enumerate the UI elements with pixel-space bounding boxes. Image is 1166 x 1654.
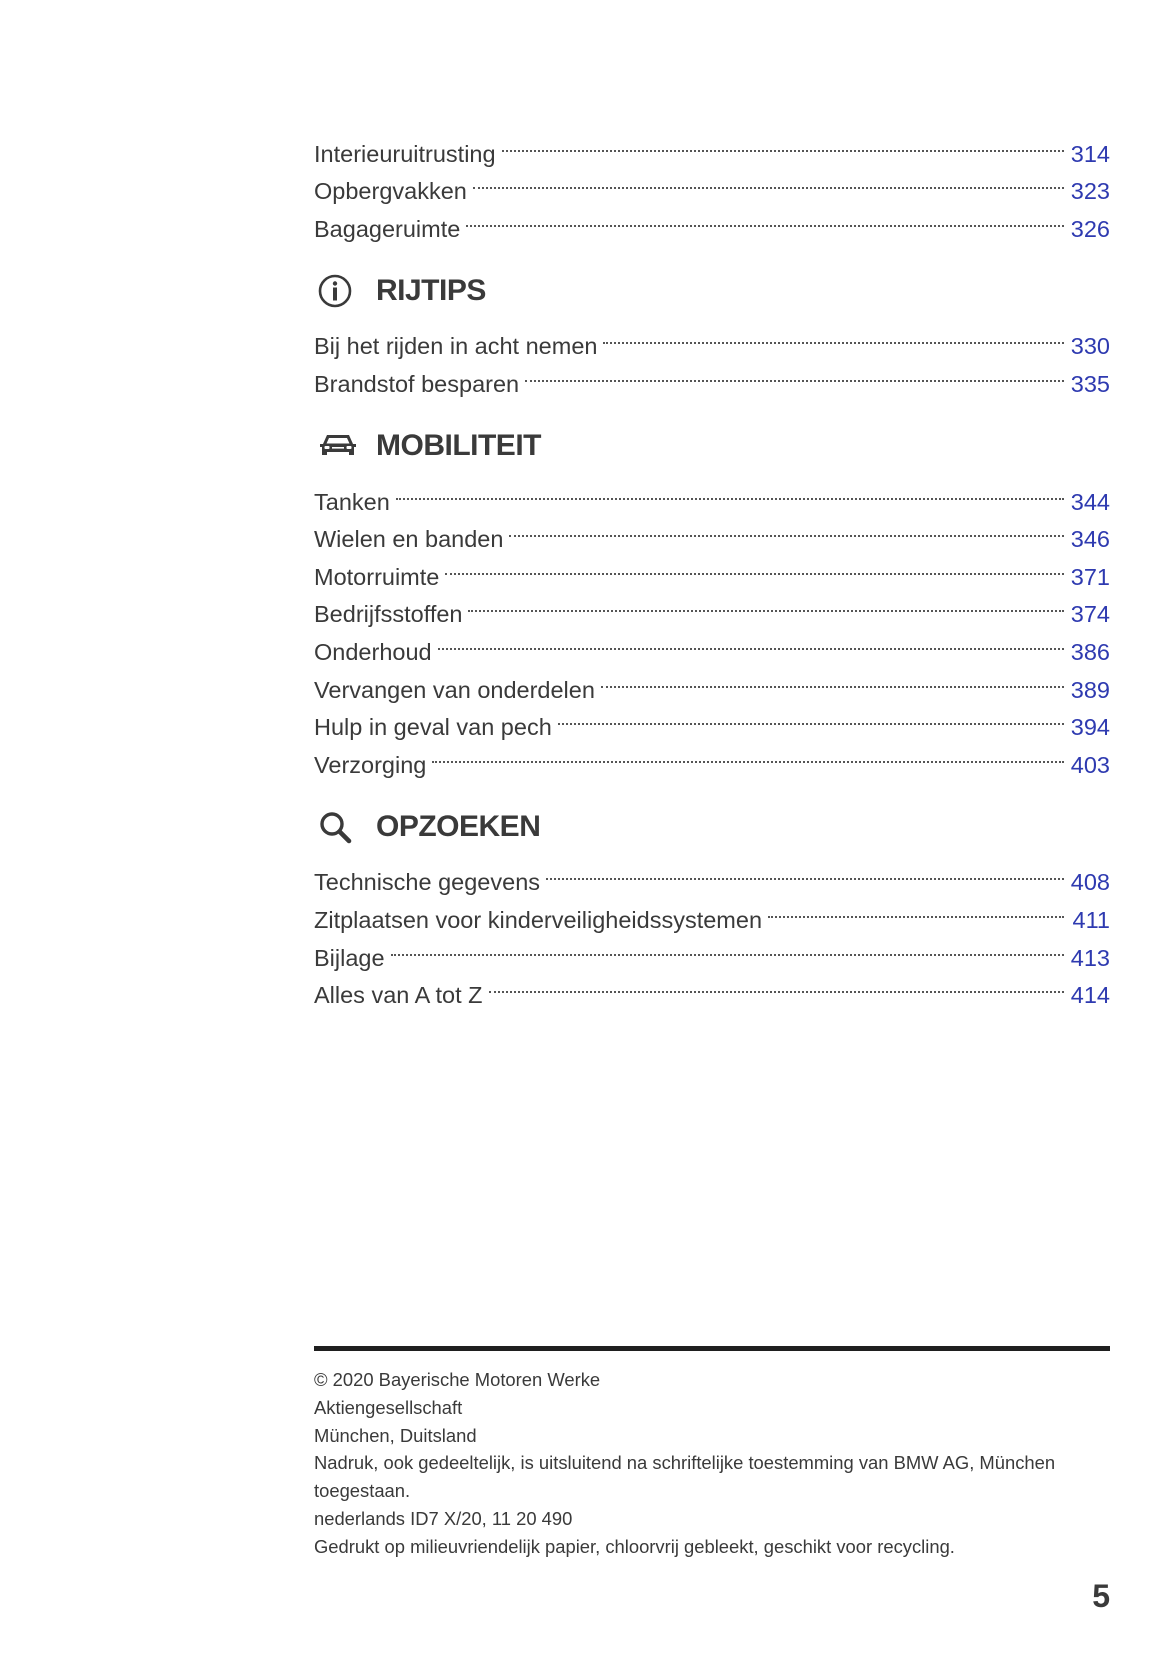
toc-page-link[interactable]: 330: [1070, 333, 1110, 360]
toc-page-link[interactable]: 413: [1070, 944, 1110, 971]
imprint: [314, 1366, 1110, 1561]
section-header-opzoeken: [314, 805, 1110, 849]
toc-dot-leader: [466, 199, 1064, 237]
toc-entry[interactable]: [314, 853, 1110, 896]
toc-section-rijtips: [314, 317, 1110, 397]
toc-entry[interactable]: [314, 472, 1110, 515]
toc-page-link[interactable]: 335: [1070, 370, 1110, 397]
toc-entry[interactable]: [314, 660, 1110, 703]
section-header-mobiliteit: [314, 424, 1110, 468]
toc-page-link[interactable]: 394: [1070, 714, 1110, 741]
footer-divider: [314, 1346, 1110, 1351]
toc-entry-title: Bedrijfsstoffen: [314, 601, 463, 628]
toc-entry[interactable]: [314, 124, 1110, 167]
toc-page-link[interactable]: 326: [1070, 215, 1110, 242]
toc-page-link[interactable]: 411: [1072, 906, 1110, 933]
toc-entry[interactable]: [314, 510, 1110, 553]
imprint-line: Gedrukt op milieuvriendelijk papier, chloorvrij gebleekt, geschikt voor recycling.: [314, 1535, 955, 1557]
toc-dot-leader: [432, 735, 1064, 773]
toc-dot-leader: [768, 890, 1064, 928]
toc-section-mobiliteit: [314, 472, 1110, 778]
toc-page-link[interactable]: 414: [1070, 982, 1110, 1009]
toc-entry-title: Hulp in geval van pech: [314, 714, 552, 741]
toc-page-link[interactable]: 346: [1070, 526, 1110, 553]
toc-entry-title: Interieuruitrusting: [314, 140, 496, 167]
section-title: MOBILITEIT: [376, 428, 541, 462]
toc-dot-leader: [468, 585, 1064, 623]
toc-dot-leader: [473, 162, 1064, 200]
toc-dot-leader: [445, 547, 1064, 585]
toc-entry-title: Zitplaatsen voor kinderveiligheidssystemen: [314, 906, 763, 933]
toc-entry-title: Bijlage: [314, 944, 385, 971]
toc-entry-title: Alles van A tot Z: [314, 982, 483, 1009]
imprint-line: Aktiengesellschaft: [314, 1396, 463, 1418]
toc-dot-leader: [525, 354, 1064, 392]
toc-page-link[interactable]: 371: [1070, 563, 1110, 590]
page-number: 5: [1092, 1578, 1110, 1614]
toc-page-link[interactable]: 408: [1070, 869, 1110, 896]
imprint-line: © 2020 Bayerische Motoren Werke: [314, 1369, 601, 1390]
toc-entry-title: Bagageruimte: [314, 215, 461, 242]
section-title: OPZOEKEN: [376, 809, 541, 843]
toc-entry[interactable]: [314, 317, 1110, 360]
toc-entry-title: Opbergvakken: [314, 178, 467, 205]
table-of-contents: [314, 124, 1110, 1009]
toc-page-link[interactable]: 314: [1070, 140, 1110, 167]
imprint-line: Nadruk, ook gedeeltelijk, is uitsluitend na schriftelijke toestemming van BMW AG, München toegestaan.: [314, 1452, 1056, 1502]
toc-entry-title: Onderhoud: [314, 638, 432, 665]
toc-entry-title: Tanken: [314, 488, 390, 515]
toc-entry-title: Vervangen van onderdelen: [314, 676, 595, 703]
toc-intro-group: [314, 124, 1110, 242]
toc-dot-leader: [396, 472, 1064, 510]
toc-dot-leader: [502, 124, 1064, 162]
toc-dot-leader: [509, 510, 1064, 548]
section-header-rijtips: [314, 269, 1110, 313]
section-title: RIJTIPS: [376, 273, 486, 307]
toc-entry-title: Brandstof besparen: [314, 370, 520, 397]
toc-entry[interactable]: [314, 735, 1110, 778]
toc-dot-leader: [603, 317, 1064, 355]
info-icon: [318, 269, 362, 313]
toc-dot-leader: [391, 928, 1064, 966]
toc-page-link[interactable]: 403: [1070, 751, 1110, 778]
toc-entry[interactable]: [314, 928, 1110, 971]
toc-page-link[interactable]: 386: [1070, 638, 1110, 665]
search-icon: [318, 805, 362, 849]
toc-entry-title: Technische gegevens: [314, 869, 541, 896]
toc-dot-leader: [489, 966, 1064, 1004]
imprint-line: München, Duitsland: [314, 1424, 477, 1446]
toc-page-link[interactable]: 374: [1070, 601, 1110, 628]
toc-entry-title: Verzorging: [314, 751, 427, 778]
toc-entry-title: Wielen en banden: [314, 526, 504, 553]
toc-dot-leader: [546, 853, 1064, 891]
toc-section-opzoeken: [314, 853, 1110, 1009]
toc-page-link[interactable]: 344: [1070, 488, 1110, 515]
toc-dot-leader: [601, 660, 1064, 698]
toc-entry[interactable]: [314, 966, 1110, 1009]
toc-page-link[interactable]: 323: [1070, 178, 1110, 205]
toc-entry-title: Bij het rijden in acht nemen: [314, 333, 598, 360]
toc-entry-title: Motorruimte: [314, 563, 440, 590]
toc-dot-leader: [438, 622, 1064, 660]
car-icon: [318, 424, 362, 468]
toc-page-link[interactable]: 389: [1070, 676, 1110, 703]
imprint-line: nederlands ID7 X/20, 11 20 490: [314, 1507, 573, 1529]
toc-dot-leader: [558, 698, 1064, 736]
